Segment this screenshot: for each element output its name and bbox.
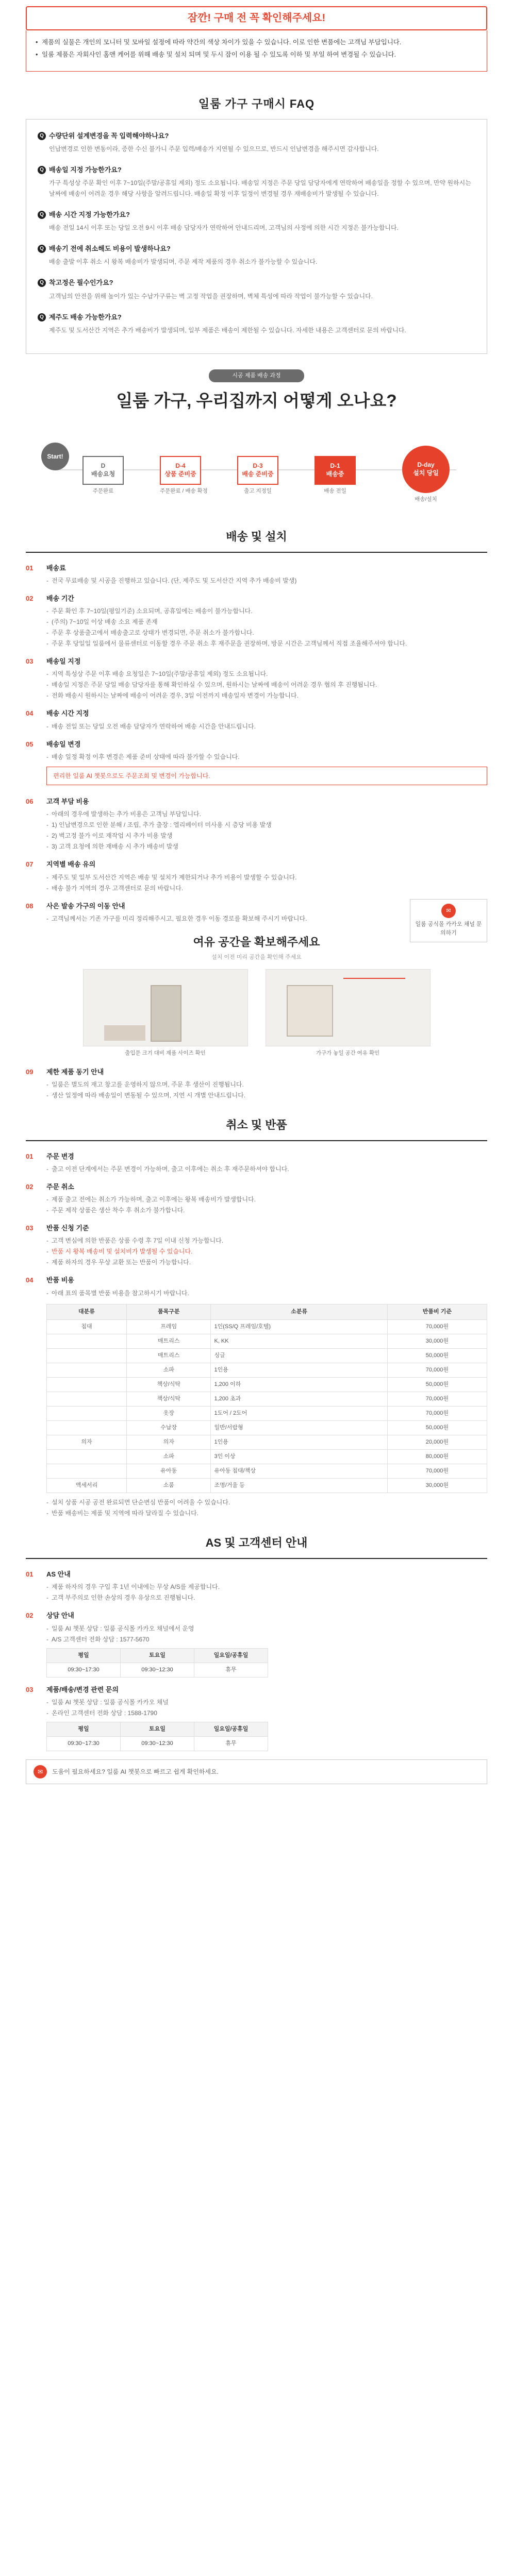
- row-line: - 출고 이전 단계에서는 주문 변경이 가능하며, 출고 이후에는 취소 후 재주문하셔야 합니다.: [46, 1164, 487, 1175]
- row-line: - 주문 확인 후 7~10일(평일기준) 소요되며, 공휴일에는 배송이 불가능합니다.: [46, 606, 487, 617]
- table-cell: [47, 1392, 127, 1406]
- chatbot-banner[interactable]: 편리한 일룸 AI 챗봇으로도 주문조회 및 변경이 가능합니다.: [46, 767, 487, 786]
- row-line: - 고객 부주의로 인한 손상의 경우 유상으로 진행됩니다.: [46, 1592, 487, 1603]
- hours-value: 휴무: [225, 1666, 237, 1673]
- delivery-row: [26, 708, 487, 732]
- return-fee-table: [46, 1304, 487, 1494]
- returns-row: [26, 1275, 487, 1519]
- row-line: - 반품 배송비는 제품 및 지역에 따라 달라질 수 있습니다.: [46, 1508, 487, 1519]
- table-cell: K, KK: [211, 1334, 387, 1348]
- row-line: - 배송일 지정은 주문 당일 배송 담당자를 통해 확인하실 수 있으며, 원하시는 날짜에 배송이 어려운 경우 협의 후 진행됩니다.: [46, 680, 487, 690]
- row-line: - 배송 일정 확정 이후 변경은 제품 준비 상태에 따라 불가할 수 있습니다.: [46, 752, 487, 762]
- flow-step-day: D-1: [330, 462, 340, 470]
- table-cell: 30,000원: [387, 1479, 487, 1493]
- return-fee-table-body: [47, 1319, 487, 1493]
- table-header: 소분류: [211, 1304, 387, 1319]
- flow-step: [315, 456, 356, 495]
- faq-title: 일룸 가구 구매시 FAQ: [198, 97, 315, 110]
- shelf-shape: [104, 1025, 145, 1041]
- table-cell: 20,000원: [387, 1435, 487, 1450]
- room-illustration-space: [266, 969, 431, 1056]
- flow-title: 일룸 가구, 우리집까지 어떻게 오나요?: [116, 391, 397, 410]
- row-number: 01: [26, 1153, 34, 1161]
- delivery-title: 배송 및 설치: [26, 528, 487, 553]
- returns-row: [26, 1223, 487, 1268]
- flow-step-day: D-3: [253, 462, 263, 470]
- table-cell: 30,000원: [387, 1334, 487, 1348]
- row-title: 사은 발송 가구의 이동 안내: [46, 902, 125, 910]
- faq-question: 배송 시간 지정 가능한가요?: [49, 211, 130, 219]
- table-header: 반품비 기준: [387, 1304, 487, 1319]
- table-cell: 50,000원: [387, 1377, 487, 1392]
- table-cell: 70,000원: [387, 1464, 487, 1479]
- row-title: 제품/배송/변경 관련 문의: [46, 1685, 119, 1693]
- table-cell: 1,200 초과: [211, 1392, 387, 1406]
- faq-question: 제주도 배송 가능한가요?: [49, 313, 122, 321]
- table-cell: 매트리스: [126, 1334, 211, 1348]
- returns-row: [26, 1182, 487, 1216]
- question-icon: Q: [38, 211, 46, 219]
- row-title: 배송 시간 지정: [46, 709, 89, 718]
- row-title: 반품 비용: [46, 1276, 74, 1284]
- table-cell: 프레임: [126, 1319, 211, 1334]
- table-cell: 의자: [126, 1435, 211, 1450]
- row-line: - 반품 시 왕복 배송비 및 설치비가 발생될 수 있습니다.: [46, 1246, 487, 1257]
- space-check-section: [0, 934, 513, 1056]
- hours-value: 09:30~12:30: [121, 1663, 194, 1677]
- delivery-row: [26, 739, 487, 786]
- table-cell: 조명/거울 등: [211, 1479, 387, 1493]
- flow-step-name: 배송 준비중: [242, 470, 274, 478]
- table-cell: 70,000원: [387, 1392, 487, 1406]
- row-number: 08: [26, 902, 34, 910]
- flow-step-name: 상품 준비중: [164, 470, 196, 478]
- faq-question: 수량단위 설계변경을 꼭 입력해야하나요?: [49, 131, 169, 140]
- delivery-tail: [0, 1067, 513, 1101]
- table-cell: 책상/식탁: [126, 1392, 211, 1406]
- table-cell: 50,000원: [387, 1348, 487, 1363]
- room-illustrations: [26, 969, 487, 1056]
- table-cell: 유아동 침대/책상: [211, 1464, 387, 1479]
- row-title: 배송일 지정: [46, 657, 81, 666]
- faq-answer: 인납변경로 인한 변동이라, 증한 수신 불가니 주문 입력/배송가 지연될 수 있으므로, 반드시 인납변경을 해주시면 감사합니다.: [49, 145, 379, 152]
- row-number: 05: [26, 740, 34, 748]
- table-cell: [47, 1363, 127, 1377]
- table-cell: [47, 1421, 127, 1435]
- row-title: 배송일 변경: [46, 740, 81, 748]
- table-row: [47, 1363, 487, 1377]
- row-line: - 제품 출고 전에는 취소가 가능하며, 출고 이후에는 왕복 배송비가 발생합니다.: [46, 1194, 487, 1205]
- row-number: 06: [26, 798, 34, 806]
- flow-step-name: 배송중: [326, 470, 344, 478]
- table-cell: 1도어 / 2도어: [211, 1406, 387, 1420]
- room-caption: 가구가 놓일 공간 여유 확인: [316, 1049, 380, 1056]
- bottom-banner-text: 도움이 필요하세요? 일룸 AI 챗봇으로 빠르고 쉽게 확인하세요.: [52, 1768, 219, 1775]
- faq-answer: 고객님의 안전을 위해 높이가 있는 수납가구류는 벽 고정 작업을 권장하며, 벽체 특성에 따라 작업이 불가능할 수 있습니다.: [49, 292, 373, 300]
- as-row: [26, 1611, 487, 1677]
- row-number: 01: [26, 1570, 34, 1579]
- hours-table: [46, 1722, 268, 1737]
- window-shape: [287, 985, 333, 1037]
- row-line: - 제품 하자의 경우 무상 교환 또는 반품이 가능합니다.: [46, 1257, 487, 1268]
- table-row: [47, 1348, 487, 1363]
- table-header: 대분류: [47, 1304, 127, 1319]
- row-line: - 1) 인납변경으로 인한 분해 / 조립, 추가 출장 : 엘리베이터 미사용 시 층당 비용 발생: [46, 820, 487, 831]
- question-icon: Q: [38, 279, 46, 287]
- row-line: - 일룸 AI 챗봇 상담 : 일룸 공식몰 카카오 채널에서 운영: [46, 1623, 487, 1634]
- table-cell: 50,000원: [387, 1421, 487, 1435]
- flow-step-box: [315, 456, 356, 485]
- table-header: 품목구분: [126, 1304, 211, 1319]
- row-number: 04: [26, 709, 34, 718]
- row-title: 주문 취소: [46, 1183, 74, 1191]
- table-cell: 70,000원: [387, 1363, 487, 1377]
- table-row: [47, 1450, 487, 1464]
- returns-row: [26, 1151, 487, 1175]
- flow-step-day: D: [101, 462, 106, 470]
- row-line: - 제주도 및 일부 도서산간 지역은 배송 및 설치가 제한되거나 추가 비용이 발생할 수 있습니다.: [46, 872, 487, 883]
- as-section: [0, 1534, 513, 1784]
- table-row: [47, 1319, 487, 1334]
- hours-header: 일요일/공휴일: [194, 1649, 268, 1663]
- flow-step: [82, 456, 124, 495]
- measure-arrow-icon: [343, 978, 405, 979]
- flow-step-label: 주문완료: [92, 487, 114, 494]
- table-cell: 옷장: [126, 1406, 211, 1420]
- flow-step: [237, 456, 278, 495]
- flow-step: [160, 456, 208, 495]
- room-caption: 출입문 크기 대비 제품 사이즈 확인: [125, 1049, 206, 1056]
- table-cell: 일반/서랍형: [211, 1421, 387, 1435]
- faq-question: 배송기 전에 취소해도 비용이 발생하나요?: [49, 245, 171, 253]
- row-line: - 전국 무료배송 및 시공을 진행하고 있습니다. (단, 제주도 및 도서산간 지역 추가 배송비 발생): [46, 575, 487, 586]
- row-title: 주문 변경: [46, 1153, 74, 1161]
- flow-final-step: [402, 446, 450, 503]
- flow-step-label: 출고 지정일: [244, 487, 272, 494]
- as-title: AS 및 고객센터 안내: [26, 1534, 487, 1559]
- row-number: 04: [26, 1276, 34, 1284]
- start-badge: Start!: [41, 443, 69, 470]
- hours-header: 토요일: [121, 1649, 194, 1663]
- flow-start: [41, 443, 69, 470]
- row-number: 01: [26, 564, 34, 572]
- delivery-row: [26, 1067, 487, 1101]
- returns-title: 취소 및 반품: [26, 1116, 487, 1141]
- question-icon: Q: [38, 245, 46, 253]
- row-line: - 일룸은 별도의 재고 창고를 운영하지 않으며, 주문 후 생산이 진행됩니다.: [46, 1079, 487, 1090]
- row-number: 03: [26, 657, 34, 666]
- door-shape: [151, 985, 181, 1042]
- question-icon: Q: [38, 132, 46, 140]
- side-banner-text: 일룸 공식몰 카카오 채널 문의하기: [415, 921, 482, 936]
- faq-item: [38, 210, 475, 233]
- table-row: [47, 1392, 487, 1406]
- row-number: 09: [26, 1067, 34, 1076]
- notice-section: [0, 0, 513, 72]
- flow-step-box: [160, 456, 201, 485]
- row-title: 반품 신청 기준: [46, 1224, 89, 1232]
- room-illustration-door: [83, 969, 248, 1056]
- faq-box: [26, 119, 487, 354]
- hours-header: 평일: [47, 1649, 121, 1663]
- delivery-row: [26, 656, 487, 701]
- table-cell: 1인용: [211, 1363, 387, 1377]
- table-cell: [47, 1377, 127, 1392]
- faq-item: [38, 165, 475, 199]
- delivery-section: [0, 528, 513, 936]
- returns-section: [0, 1116, 513, 1519]
- flow-final-badge: [402, 446, 450, 493]
- flow-step-day: D-day: [417, 461, 435, 469]
- flow-steps: [26, 427, 487, 515]
- row-number: 02: [26, 595, 34, 603]
- notice-title: 잠깐! 구매 전 꼭 확인해주세요!: [26, 6, 487, 30]
- faq-question: 배송일 지정 가능한가요?: [49, 165, 122, 174]
- row-line: - 제품 하자의 경우 구입 후 1년 이내에는 무상 A/S를 제공합니다.: [46, 1582, 487, 1592]
- faq-answer: 배송 출발 이후 취소 시 왕복 배송비가 발생되며, 주문 제작 제품의 경우 취소가 불가능할 수 있습니다.: [49, 258, 318, 266]
- row-line: - 온라인 고객센터 전화 상담 : 1588-1790: [46, 1708, 487, 1719]
- notice-box: [26, 30, 487, 72]
- flow-step-name: 배송요청: [91, 470, 115, 478]
- hours-table: [46, 1648, 268, 1663]
- hours-header: 평일: [47, 1722, 121, 1736]
- as-row: [26, 1569, 487, 1603]
- delivery-row: [26, 563, 487, 586]
- table-cell: 1인용: [211, 1435, 387, 1450]
- table-row: [47, 1421, 487, 1435]
- as-row: [26, 1685, 487, 1751]
- faq-answer: 가구 특성상 주문 확인 이후 7~10일(주말/공휴일 제외) 정도 소요됩니다. 배송일 지정은 주문 당일 담당자에게 연락하여 배송일을 정할 수 있으며, 만약 원하시는 날짜에 배송이 어려운 경우 해당 사항을 알려드립니다. 배송일 확정 이후 일정이 변경될 경우 재배송비가 발생될 수 있습니다.: [49, 179, 471, 198]
- delivery-row: [26, 594, 487, 649]
- faq-answer: 배송 전일 14시 이후 또는 당일 오전 9시 이후 배송 담당자가 연락하여 안내드리며, 고객님의 사정에 의한 시간 지정은 불가능합니다.: [49, 224, 399, 232]
- row-line: - 배송 전일 또는 당일 오전 배송 담당자가 연락하여 배송 시간을 안내드립니다.: [46, 721, 487, 732]
- flow-step-label: 배송/설치: [415, 496, 437, 502]
- flow-step-box: [237, 456, 278, 485]
- faq-item: [38, 312, 475, 336]
- row-line: - 2) 벽고정 불가 이로 재작업 시 추가 비용 발생: [46, 831, 487, 841]
- chat-icon: ✉: [441, 904, 456, 918]
- row-title: 고객 부담 비용: [46, 798, 89, 806]
- delivery-row: [26, 796, 487, 852]
- row-line: - 주문 후 상품출고에서 배송출고로 상태가 변경되면, 주문 취소가 불가합니다.: [46, 628, 487, 638]
- faq-answer: 제주도 및 도서산간 지역은 추가 배송비가 발생되며, 일부 제품은 배송이 제한될 수 있습니다. 자세한 내용은 고객센터로 문의 바랍니다.: [49, 326, 406, 334]
- row-title: 배송료: [46, 564, 66, 572]
- table-row: [47, 1377, 487, 1392]
- table-cell: 1인(SS/Q 프레임/호텔): [211, 1319, 387, 1334]
- notice-item: • 제품의 실물은 개인의 모니터 및 모바일 설정에 따라 약간의 색상 차이가 있을 수 있습니다. 이로 인한 변품에는 고객님 부담입니다.: [36, 38, 477, 47]
- flow-step-day: D-4: [175, 462, 186, 470]
- row-line: - 일룸 AI 챗봇 상담 : 일룸 공식몰 카카오 채널: [46, 1697, 487, 1708]
- row-number: 02: [26, 1183, 34, 1191]
- row-line: - (주의) 7~10일 이상 배송 소요 제품 존재: [46, 617, 487, 628]
- table-cell: [47, 1406, 127, 1420]
- table-row: [47, 1406, 487, 1420]
- flow-tag: 시공 제품 배송 과정: [209, 369, 304, 382]
- space-title: 여유 공간을 확보해주세요: [193, 935, 320, 948]
- row-line: - 설치 상품 시공 공전 완료되면 단순변심 반품이 어려울 수 있습니다.: [46, 1497, 487, 1508]
- table-cell: 80,000원: [387, 1450, 487, 1464]
- table-row: [47, 1334, 487, 1348]
- row-line: - 전화 배송시 원하시는 날짜에 배송이 어려운 경우, 3일 이전까지 배송일자 변경이 가능합니다.: [46, 690, 487, 701]
- hours-values: [46, 1663, 268, 1677]
- flow-step-label: 주문완료 / 배송 확정: [160, 487, 208, 494]
- faq-item: [38, 278, 475, 301]
- table-cell: 소파: [126, 1450, 211, 1464]
- table-row: [47, 1479, 487, 1493]
- row-line: - 아래의 경우에 발생하는 추가 비용은 고객님 부담입니다.: [46, 809, 487, 820]
- table-cell: 책상/식탁: [126, 1377, 211, 1392]
- row-line: - 배송 불가 지역의 경우 고객센터로 문의 바랍니다.: [46, 883, 487, 894]
- hours-header: 일요일/공휴일: [194, 1722, 268, 1736]
- table-cell: 수납장: [126, 1421, 211, 1435]
- hours-value: 09:30~17:30: [47, 1737, 121, 1751]
- table-cell: 유아동: [126, 1464, 211, 1479]
- row-line: - 아래 표의 품목별 반품 비용을 참고하시기 바랍니다.: [46, 1288, 487, 1299]
- faq-section: [0, 95, 513, 354]
- table-cell: 싱글: [211, 1348, 387, 1363]
- question-icon: Q: [38, 313, 46, 321]
- faq-question: 착고정은 필수인가요?: [49, 279, 113, 287]
- table-row: [47, 1435, 487, 1450]
- row-line: - 지역 특성상 주문 이후 배송 요청일은 7~10일(주말/공휴일 제외) 정도 소요됩니다.: [46, 669, 487, 680]
- row-line: - 고객 변심에 의한 반품은 상품 수령 후 7일 이내 신청 가능합니다.: [46, 1235, 487, 1246]
- notice-item: • 일룸 제품은 자회사인 홈앤 케어를 위해 배송 및 설치 되며 및 두시 잡이 이용 될 수 있도록 이하 및 부일 하여 변경될 수 있습니다.: [36, 50, 477, 60]
- hours-header: 토요일: [121, 1722, 194, 1736]
- table-cell: 침대: [47, 1319, 127, 1334]
- row-number: 02: [26, 1612, 34, 1620]
- table-cell: [47, 1464, 127, 1479]
- table-cell: [47, 1348, 127, 1363]
- table-cell: [47, 1450, 127, 1464]
- delivery-row: [26, 859, 487, 893]
- row-line: - 생산 일정에 따라 배송일이 변동될 수 있으며, 지연 시 개별 안내드립니다.: [46, 1090, 487, 1101]
- row-title: 배송 기간: [46, 595, 74, 603]
- hours-value: 휴무: [225, 1740, 237, 1747]
- row-number: 07: [26, 860, 34, 869]
- hours-value: 09:30~12:30: [121, 1737, 194, 1751]
- row-title: 지역별 배송 유의: [46, 860, 96, 869]
- faq-item: [38, 131, 475, 155]
- table-cell: 70,000원: [387, 1406, 487, 1420]
- row-title: 제한 제품 동기 안내: [46, 1067, 104, 1076]
- row-number: 03: [26, 1685, 34, 1693]
- table-cell: 70,000원: [387, 1319, 487, 1334]
- table-cell: 1,200 이하: [211, 1377, 387, 1392]
- chatbot-bottom-banner[interactable]: [26, 1759, 487, 1784]
- row-line: - 주문 제작 상품은 생산 착수 후 취소가 불가합니다.: [46, 1205, 487, 1216]
- table-cell: 액세서리: [47, 1479, 127, 1493]
- chat-icon: ✉: [34, 1765, 47, 1778]
- space-subtitle: 설치 이전 미리 공간을 확인해 주세요: [211, 954, 302, 960]
- flow-step-name: 설치 당일: [413, 469, 439, 477]
- table-cell: 소파: [126, 1363, 211, 1377]
- row-title: 상담 안내: [46, 1612, 74, 1620]
- table-cell: 소품: [126, 1479, 211, 1493]
- table-cell: 의자: [47, 1435, 127, 1450]
- hours-value: 09:30~17:30: [47, 1663, 121, 1677]
- row-title: AS 안내: [46, 1570, 71, 1579]
- row-number: 03: [26, 1224, 34, 1232]
- table-cell: 3인 이상: [211, 1450, 387, 1464]
- hours-values: [46, 1737, 268, 1751]
- question-icon: Q: [38, 166, 46, 174]
- row-line: - 3) 고객 요청에 의한 재배송 시 추가 배송비 발생: [46, 841, 487, 852]
- delivery-flow-section: [0, 369, 513, 515]
- faq-item: [38, 244, 475, 267]
- table-row: [47, 1464, 487, 1479]
- table-cell: 매트리스: [126, 1348, 211, 1363]
- table-cell: [47, 1334, 127, 1348]
- flow-step-label: 배송 전일: [324, 487, 346, 494]
- row-line: - A/S 고객센터 전화 상담 : 1577-5670: [46, 1634, 487, 1645]
- flow-step-box: [82, 456, 124, 485]
- row-line: - 고객님께서는 기존 가구를 미리 정리해주시고, 필요한 경우 이동 경로를 확보해 주시기 바랍니다.: [46, 913, 487, 924]
- row-line: - 주문 후 당일일 일룸에서 물류센터로 이동할 경우 주문 취소 후 재주문을 권장하며, 방문 시간은 고객님께서 직접 조율해주셔야 합니다.: [46, 638, 487, 649]
